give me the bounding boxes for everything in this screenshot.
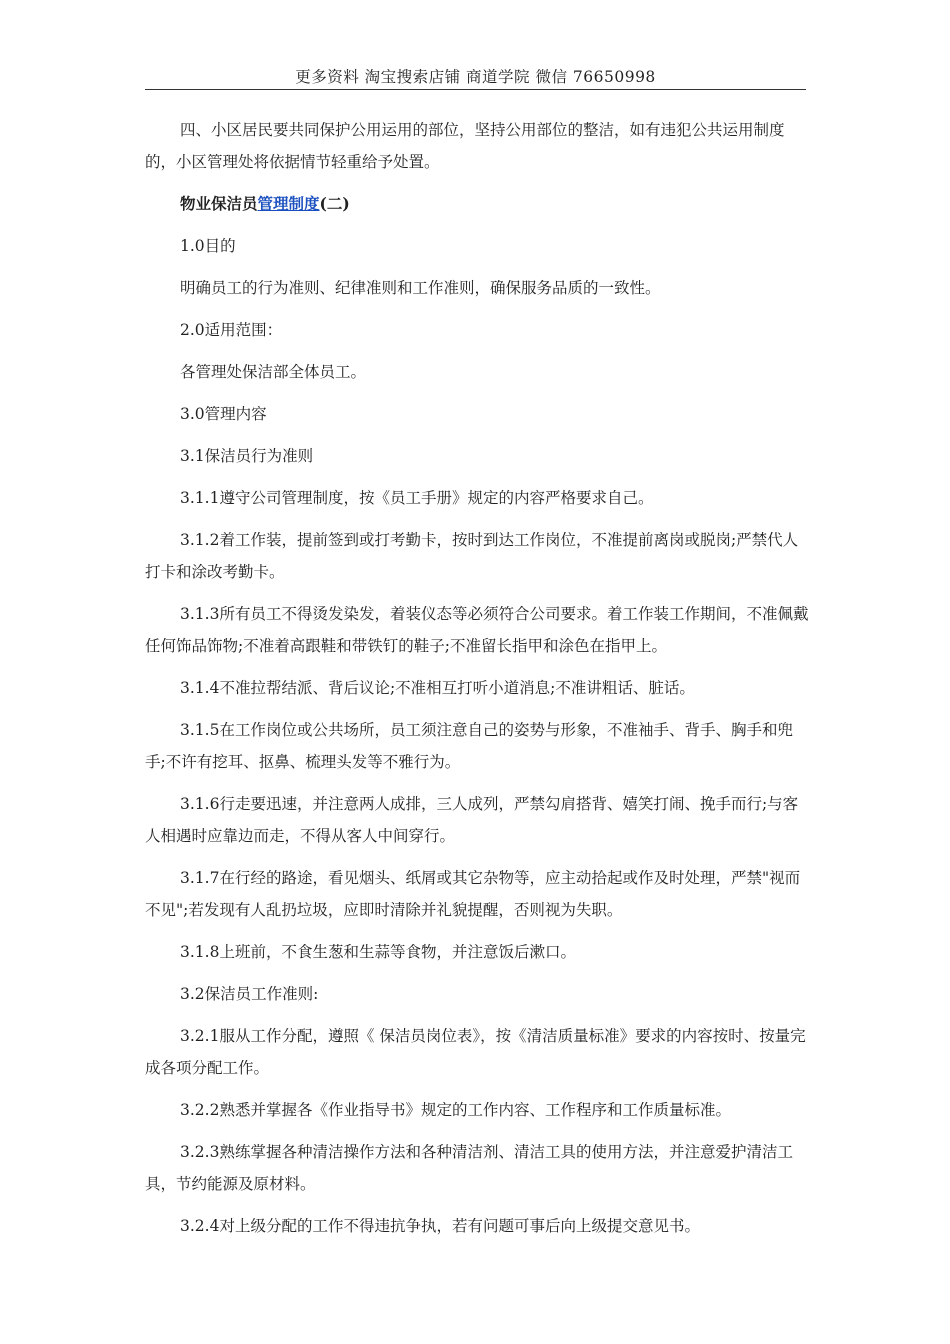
- scope-heading: 2.0适用范围：: [180, 321, 283, 339]
- management-rules-link[interactable]: 管理制度: [257, 194, 320, 213]
- content-heading: 3.0管理内容: [180, 405, 267, 423]
- conduct-heading: 3.1保洁员行为准则: [180, 447, 314, 465]
- document-body: [145, 114, 810, 1252]
- clause-3-1-3: 3.1.3所有员工不得烫发染发，着装仪态等必须符合公司要求。着工作装工作期间，不准佩戴任何饰品饰物;不准着高跟鞋和带铁钉的鞋子;不准留长指甲和涂色在指甲上。: [145, 605, 809, 655]
- clause-3-2-3: 3.2.3熟练掌握各种清洁操作方法和各种清洁剂、清洁工具的使用方法，并注意爱护清洁工具，节约能源及原材料。: [145, 1143, 793, 1193]
- clause-3-1-5: 3.1.5在工作岗位或公共场所，员工须注意自己的姿势与形象，不准袖手、背手、胸手和兜手;不许有挖耳、抠鼻、梳理头发等不雅行为。: [145, 721, 793, 771]
- clause-3-2-1: 3.2.1服从工作分配，遵照《 保洁员岗位表》，按《清洁质量标准》要求的内容按时、按量完成各项分配工作。: [145, 1027, 806, 1077]
- header-rule: [145, 89, 806, 90]
- clause-3-1-2: 3.1.2着工作装，提前签到或打考勤卡，按时到达工作岗位，不准提前离岗或脱岗;严禁代人打卡和涂改考勤卡。: [145, 531, 799, 581]
- purpose-text: 明确员工的行为准则、纪律准则和工作准则，确保服务品质的一致性。: [180, 279, 661, 297]
- clause-3-2-2: 3.2.2熟悉并掌握各《作业指导书》规定的工作内容、工作程序和工作质量标准。: [180, 1101, 731, 1119]
- clause-3-1-4: 3.1.4不准拉帮结派、背后议论;不准相互打听小道消息;不准讲粗话、脏话。: [180, 679, 695, 697]
- clause-3-1-1: 3.1.1遵守公司管理制度，按《员工手册》规定的内容严格要求自己。: [180, 489, 654, 507]
- paragraph-residents: 四、小区居民要共同保护公用运用的部位，坚持公用部位的整洁，如有违犯公共运用制度的，小区管理处将依据情节轻重给予处置。: [145, 121, 785, 171]
- clause-3-2-4: 3.2.4对上级分配的工作不得违抗争执，若有问题可事后向上级提交意见书。: [180, 1217, 700, 1235]
- clause-3-1-8: 3.1.8上班前，不食生葱和生蒜等食物，并注意饭后漱口。: [180, 943, 576, 961]
- section-heading: [145, 188, 810, 220]
- page-header: 更多资料 淘宝搜索店铺 商道学院 微信 76650998: [295, 68, 656, 86]
- purpose-heading: 1.0目的: [180, 237, 236, 255]
- heading-suffix: (二): [319, 194, 350, 213]
- clause-3-1-6: 3.1.6行走要迅速，并注意两人成排，三人成列，严禁勾肩搭背、嬉笑打闹、挽手而行;与客人相遇时应靠边而走，不得从客人中间穿行。: [145, 795, 799, 845]
- heading-prefix: 物业保洁员: [180, 194, 258, 213]
- clause-3-1-7: 3.1.7在行经的路途，看见烟头、纸屑或其它杂物等，应主动拾起或作及时处理，严禁"视而不见";若发现有人乱扔垃圾，应即时清除并礼貌提醒，否则视为失职。: [145, 869, 801, 919]
- work-rules-heading: 3.2保洁员工作准则:: [180, 985, 319, 1003]
- scope-text: 各管理处保洁部全体员工。: [180, 363, 367, 381]
